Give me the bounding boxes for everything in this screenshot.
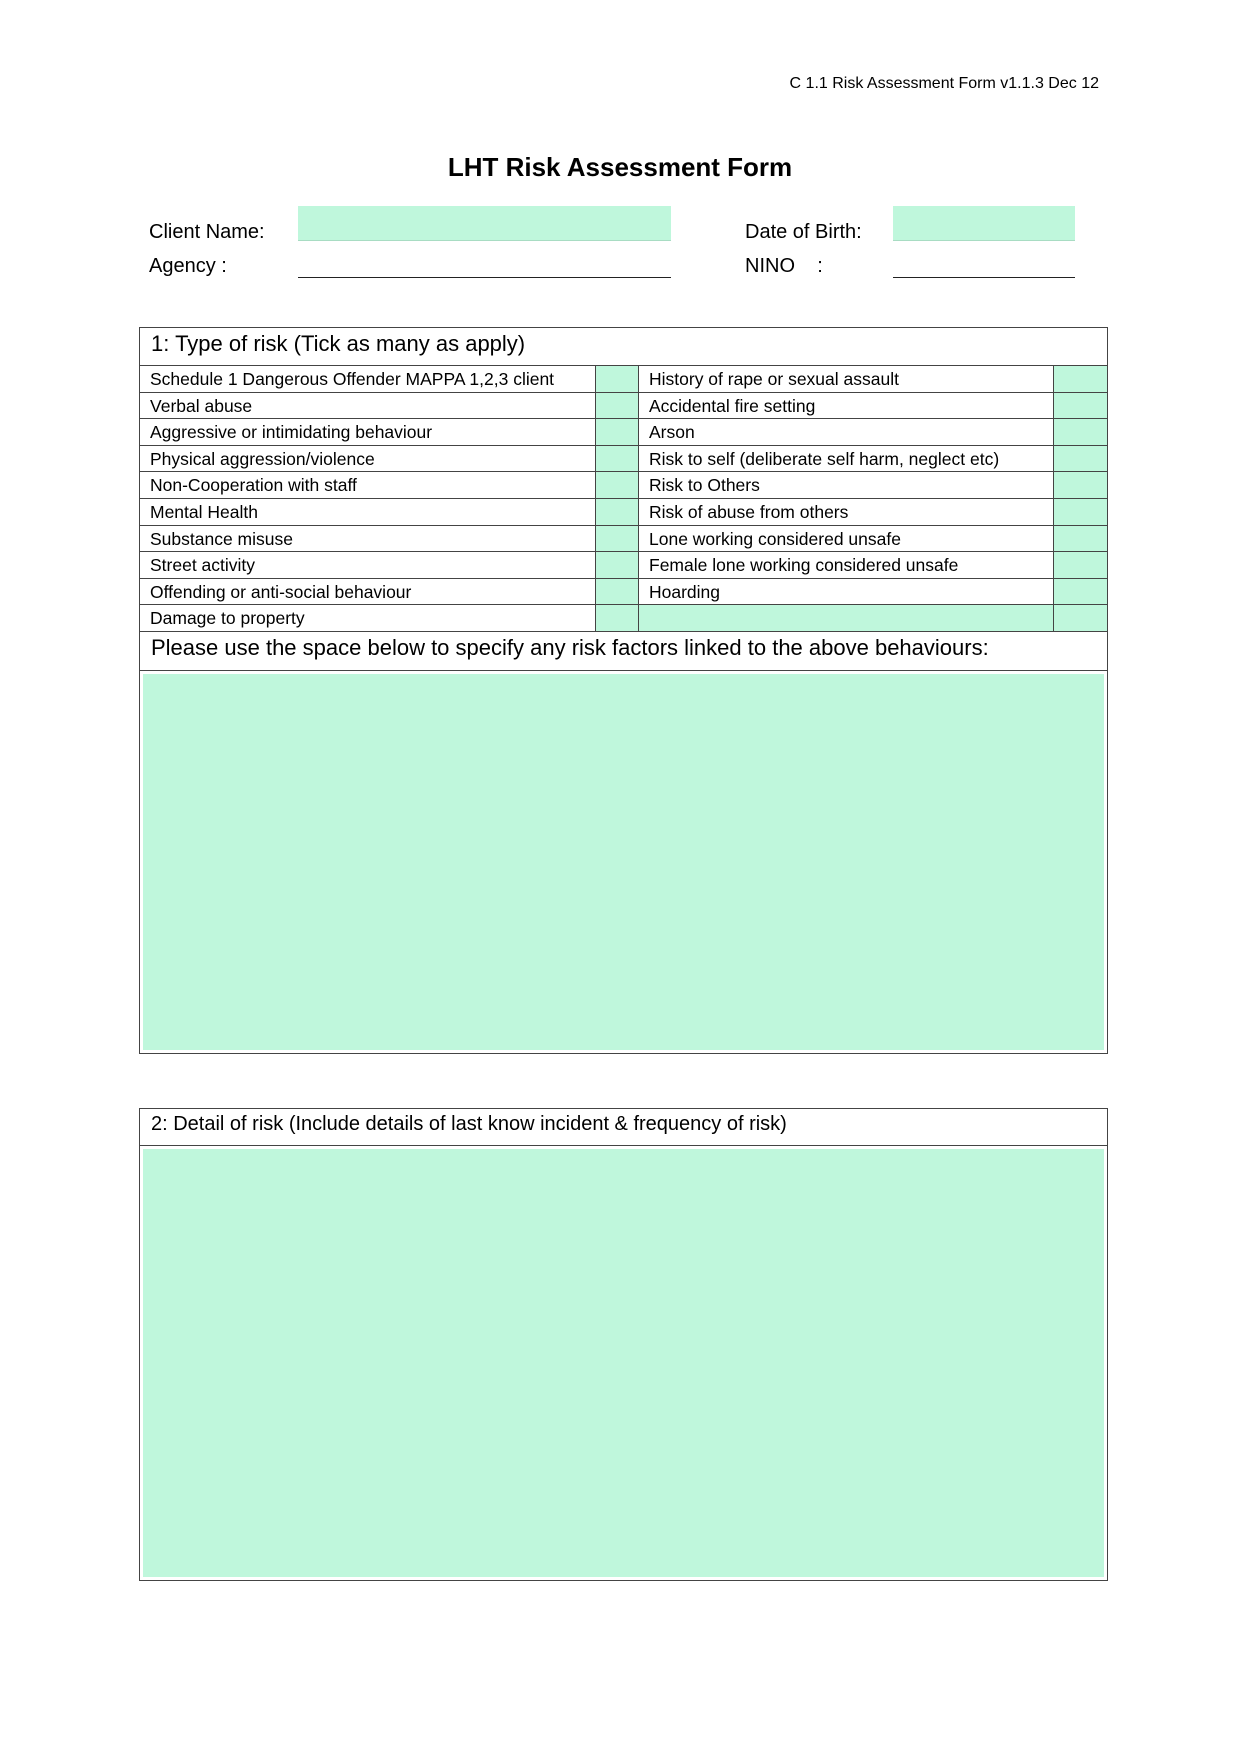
nino-field[interactable] bbox=[893, 243, 1075, 278]
date-of-birth-label: Date of Birth: bbox=[745, 221, 862, 243]
risk-checkbox[interactable] bbox=[596, 472, 639, 498]
blank-risk-field[interactable] bbox=[639, 605, 1054, 631]
document-reference: C 1.1 Risk Assessment Form v1.1.3 Dec 12 bbox=[789, 75, 1099, 92]
agency-label: Agency : bbox=[149, 255, 227, 277]
risk-label: Damage to property bbox=[140, 605, 596, 631]
risk-checkbox[interactable] bbox=[1054, 579, 1107, 605]
risk-label: Risk to self (deliberate self harm, neglect etc) bbox=[639, 446, 1054, 472]
risk-label: Offending or anti-social behaviour bbox=[140, 579, 596, 605]
risk-label: Risk of abuse from others bbox=[639, 499, 1054, 525]
risk-detail-textarea[interactable] bbox=[143, 1149, 1104, 1577]
risk-checkbox[interactable] bbox=[596, 393, 639, 419]
risk-checkbox[interactable] bbox=[596, 446, 639, 472]
risk-checklist bbox=[140, 366, 1107, 632]
risk-label: Non-Cooperation with staff bbox=[140, 472, 596, 498]
agency-field[interactable] bbox=[298, 243, 671, 278]
risk-label: Lone working considered unsafe bbox=[639, 526, 1054, 552]
risk-label: Aggressive or intimidating behaviour bbox=[140, 419, 596, 445]
risk-checkbox[interactable] bbox=[596, 526, 639, 552]
risk-row bbox=[140, 552, 1107, 579]
risk-label: Mental Health bbox=[140, 499, 596, 525]
date-of-birth-field[interactable] bbox=[893, 206, 1075, 241]
risk-row bbox=[140, 499, 1107, 526]
risk-detail-area bbox=[140, 1146, 1107, 1580]
risk-factors-prompt: Please use the space below to specify any risk factors linked to the above behaviours: bbox=[140, 632, 1107, 671]
risk-label: Verbal abuse bbox=[140, 393, 596, 419]
risk-checkbox[interactable] bbox=[1054, 472, 1107, 498]
risk-row bbox=[140, 526, 1107, 553]
risk-checkbox[interactable] bbox=[596, 419, 639, 445]
risk-label: Physical aggression/violence bbox=[140, 446, 596, 472]
risk-row bbox=[140, 419, 1107, 446]
risk-factors-textarea[interactable] bbox=[143, 674, 1104, 1050]
risk-checkbox[interactable] bbox=[596, 366, 639, 392]
client-name-label: Client Name: bbox=[149, 221, 265, 243]
risk-label: Accidental fire setting bbox=[639, 393, 1054, 419]
risk-label: Hoarding bbox=[639, 579, 1054, 605]
page-title: LHT Risk Assessment Form bbox=[447, 152, 793, 182]
risk-checkbox[interactable] bbox=[1054, 552, 1107, 578]
risk-checkbox[interactable] bbox=[1054, 526, 1107, 552]
nino-label: NINO : bbox=[745, 255, 823, 277]
risk-row bbox=[140, 605, 1107, 632]
risk-checkbox[interactable] bbox=[596, 499, 639, 525]
risk-label: Risk to Others bbox=[639, 472, 1054, 498]
risk-label: Substance misuse bbox=[140, 526, 596, 552]
section2-heading: 2: Detail of risk (Include details of last know incident & frequency of risk) bbox=[140, 1109, 1107, 1146]
risk-row bbox=[140, 579, 1107, 606]
risk-label: History of rape or sexual assault bbox=[639, 366, 1054, 392]
risk-checkbox[interactable] bbox=[596, 552, 639, 578]
risk-checkbox[interactable] bbox=[1054, 499, 1107, 525]
section-type-of-risk bbox=[139, 327, 1108, 1054]
section-detail-of-risk bbox=[139, 1108, 1108, 1581]
agency-input[interactable] bbox=[298, 243, 671, 277]
client-name-input[interactable] bbox=[298, 206, 671, 240]
risk-row bbox=[140, 393, 1107, 420]
risk-row bbox=[140, 472, 1107, 499]
client-name-field[interactable] bbox=[298, 206, 671, 241]
risk-checkbox[interactable] bbox=[1054, 419, 1107, 445]
risk-label: Female lone working considered unsafe bbox=[639, 552, 1054, 578]
date-of-birth-input[interactable] bbox=[893, 206, 1075, 240]
nino-input[interactable] bbox=[893, 243, 1075, 277]
risk-factors-area bbox=[140, 671, 1107, 1053]
risk-checkbox[interactable] bbox=[1054, 446, 1107, 472]
risk-label: Street activity bbox=[140, 552, 596, 578]
risk-label: Schedule 1 Dangerous Offender MAPPA 1,2,3 client bbox=[140, 366, 596, 392]
risk-checkbox[interactable] bbox=[596, 579, 639, 605]
section1-heading: 1: Type of risk (Tick as many as apply) bbox=[140, 328, 1107, 366]
risk-checkbox[interactable] bbox=[1054, 605, 1107, 631]
risk-checkbox[interactable] bbox=[596, 605, 639, 631]
risk-row bbox=[140, 446, 1107, 473]
risk-row bbox=[140, 366, 1107, 393]
risk-checkbox[interactable] bbox=[1054, 366, 1107, 392]
risk-checkbox[interactable] bbox=[1054, 393, 1107, 419]
risk-label: Arson bbox=[639, 419, 1054, 445]
